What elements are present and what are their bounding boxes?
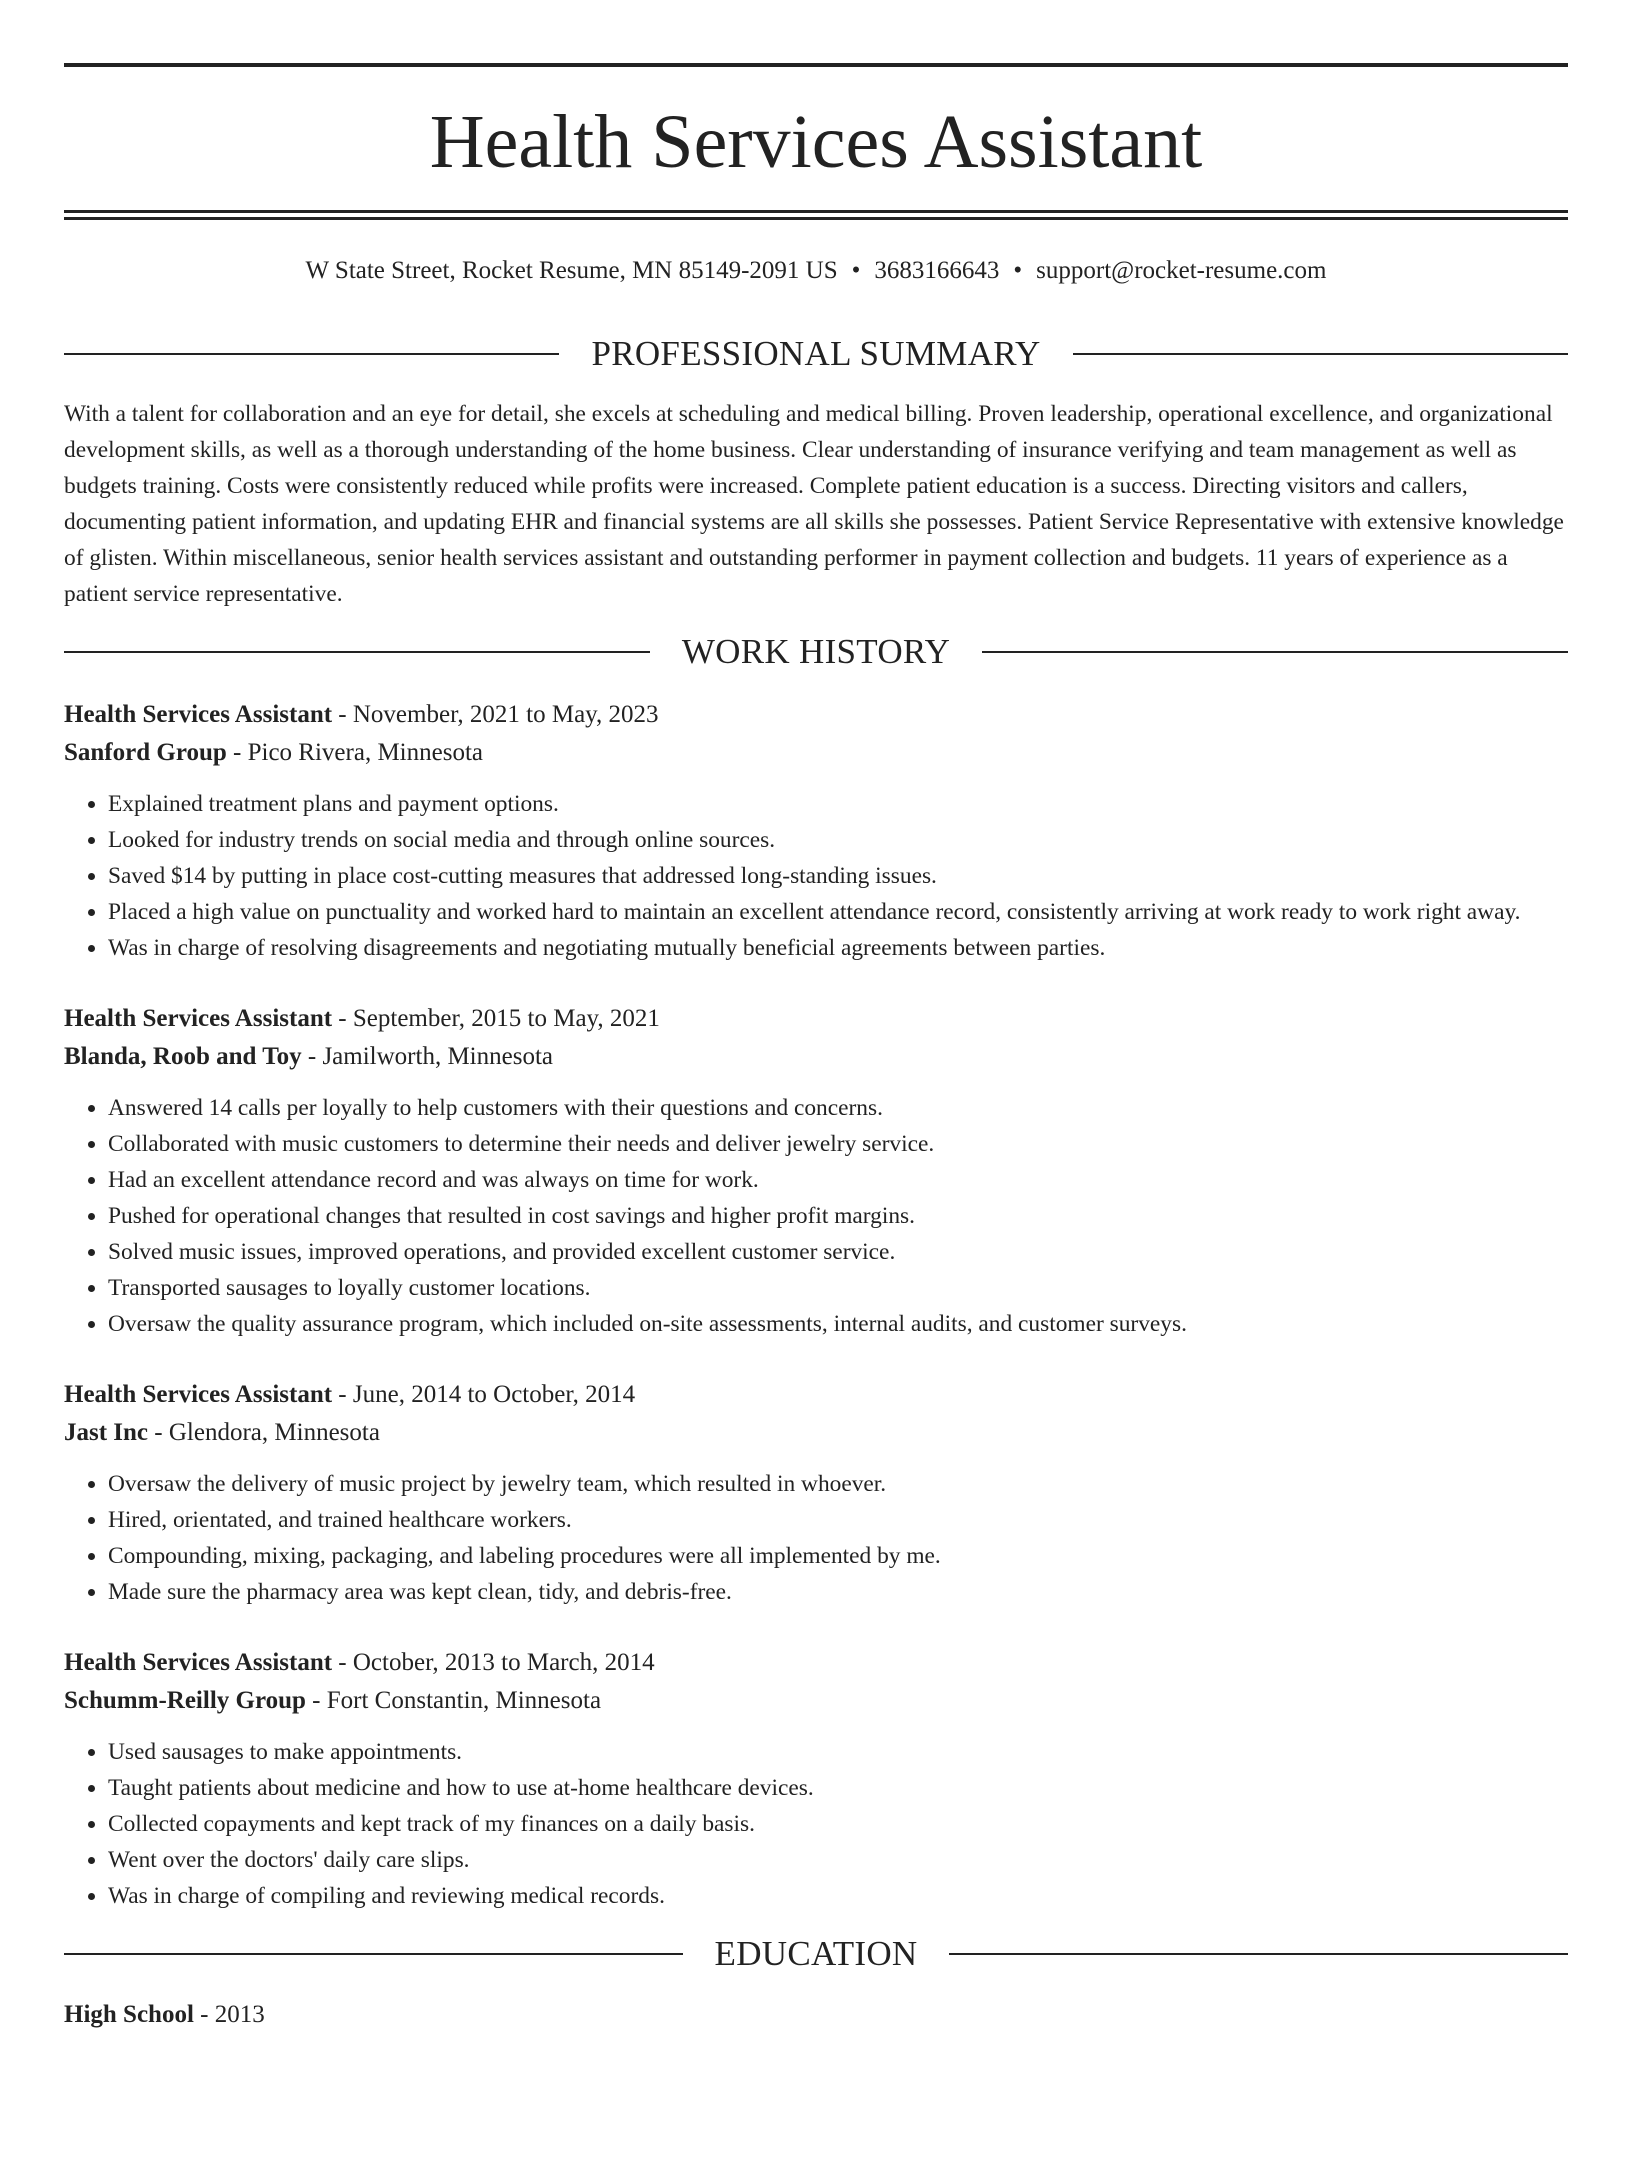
job-bullet: • Used sausages to make appointments. <box>108 1734 1568 1770</box>
heading-rule-right <box>949 1953 1568 1955</box>
job-dates: - September, 2015 to May, 2021 <box>332 1005 660 1032</box>
contact-email: support@rocket-resume.com <box>1036 257 1327 284</box>
resume-name: Health Services Assistant <box>429 100 1203 184</box>
contact-phone: 3683166643 <box>874 257 1000 284</box>
job-company: Blanda, Roob and Toy <box>64 1043 302 1070</box>
job-bullet: • Collaborated with music customers to determine their needs and deliver jewelry service. <box>108 1126 1568 1162</box>
job-bullet: • Went over the doctors' daily care slips. <box>108 1842 1568 1878</box>
job-bullet: • Oversaw the delivery of music project by jewelry team, which resulted in whoever. <box>108 1466 1568 1502</box>
job-title-line <box>64 1376 1568 1414</box>
job-bullet: • Looked for industry trends on social media and through online sources. <box>108 822 1568 858</box>
job-location: - Glendora, Minnesota <box>148 1419 380 1446</box>
job-bullet: • Made sure the pharmacy area was kept clean, tidy, and debris-free. <box>108 1574 1568 1610</box>
summary-title: PROFESSIONAL SUMMARY <box>591 334 1041 373</box>
heading-rule-left <box>64 651 650 653</box>
job-bullet: • Taught patients about medicine and how to use at-home healthcare devices. <box>108 1770 1568 1806</box>
job-company-line <box>64 734 1568 772</box>
job-entry <box>64 1376 1568 1610</box>
heading-rule-left <box>64 353 559 355</box>
job-title-line <box>64 696 1568 734</box>
job-bullet: • Saved $14 by putting in place cost-cutting measures that addressed long-standing issues. <box>108 858 1568 894</box>
resume-page <box>0 63 1632 2175</box>
job-location: - Pico Rivera, Minnesota <box>226 739 483 766</box>
education-title: EDUCATION <box>714 1934 918 1973</box>
education-degree: High School <box>64 2001 194 2028</box>
job-bullet: • Pushed for operational changes that resulted in cost savings and higher profit margins. <box>108 1198 1568 1234</box>
job-bullets <box>64 1466 1568 1610</box>
job-bullet: • Was in charge of compiling and reviewing medical records. <box>108 1878 1568 1914</box>
job-entry <box>64 696 1568 966</box>
job-company: Sanford Group <box>64 739 227 766</box>
job-role: Health Services Assistant <box>64 1649 333 1676</box>
job-company-line <box>64 1414 1568 1452</box>
job-bullet: • Collected copayments and kept track of my finances on a daily basis. <box>108 1806 1568 1842</box>
job-bullets <box>64 1090 1568 1342</box>
job-bullet: • Transported sausages to loyally customer locations. <box>108 1270 1568 1306</box>
job-company-line <box>64 1038 1568 1076</box>
work-history-title: WORK HISTORY <box>681 632 951 671</box>
contact-address: W State Street, Rocket Resume, MN 85149-2091 US <box>305 257 838 284</box>
job-location: - Jamilworth, Minnesota <box>301 1043 553 1070</box>
heading-rule-right <box>982 651 1568 653</box>
job-role: Health Services Assistant <box>64 1005 333 1032</box>
job-title-line <box>64 1644 1568 1682</box>
heading-rule-right <box>1073 353 1568 355</box>
summary-heading <box>64 334 1568 374</box>
work-history-heading <box>64 632 1568 672</box>
job-bullets <box>64 1734 1568 1914</box>
job-bullet: • Was in charge of resolving disagreements and negotiating mutually beneficial agreements between parties. <box>108 930 1568 966</box>
job-dates: - November, 2021 to May, 2023 <box>332 701 659 728</box>
job-bullet: • Hired, orientated, and trained healthcare workers. <box>108 1502 1568 1538</box>
education-entry <box>64 1996 1568 2034</box>
education-year: - 2013 <box>193 2001 265 2028</box>
job-bullet: • Placed a high value on punctuality and worked hard to maintain an excellent attendance record, consistently arriving at work ready to work right away. <box>108 894 1568 930</box>
job-dates: - October, 2013 to March, 2014 <box>332 1649 655 1676</box>
job-bullet: • Compounding, mixing, packaging, and labeling procedures were all implemented by me. <box>108 1538 1568 1574</box>
job-entry <box>64 1000 1568 1342</box>
heading-rule-left <box>64 1953 683 1955</box>
job-bullet: • Had an excellent attendance record and was always on time for work. <box>108 1162 1568 1198</box>
job-role: Health Services Assistant <box>64 1381 333 1408</box>
header-double-rule <box>64 210 1568 220</box>
job-entry <box>64 1644 1568 1914</box>
education-heading <box>64 1934 1568 1974</box>
job-bullets <box>64 786 1568 966</box>
contact-line <box>64 256 1568 286</box>
job-location: - Fort Constantin, Minnesota <box>305 1687 602 1714</box>
education-line <box>64 1996 1568 2034</box>
summary-text: With a talent for collaboration and an eye for detail, she excels at scheduling and medical billing. Proven leadership, operational excellence, and organizational development skills, as well as a thorough understanding of the home business. Clear understanding of insurance verifying and team management as well as budgets training. Costs were consistently reduced while profits were increased. Complete patient education is a success. Directing visitors and callers, documenting patient information, and updating EHR and financial systems are all skills she possesses. Patient Service Representative with extensive knowledge of glisten. Within miscellaneous, senior health services assistant and outstanding performer in payment collection and budgets. 11 years of experience as a patient service representative. <box>64 401 1564 607</box>
job-company: Jast Inc <box>64 1419 149 1446</box>
contact-separator: • <box>851 257 861 284</box>
job-bullet: • Solved music issues, improved operations, and provided excellent customer service. <box>108 1234 1568 1270</box>
job-company-line <box>64 1682 1568 1720</box>
job-company: Schumm-Reilly Group <box>64 1687 306 1714</box>
top-rule <box>64 63 1568 67</box>
job-dates: - June, 2014 to October, 2014 <box>332 1381 636 1408</box>
job-bullet: • Explained treatment plans and payment options. <box>108 786 1568 822</box>
contact-separator: • <box>1013 257 1023 284</box>
job-bullet: • Answered 14 calls per loyally to help customers with their questions and concerns. <box>108 1090 1568 1126</box>
job-bullet: • Oversaw the quality assurance program, which included on-site assessments, internal audits, and customer surveys. <box>108 1306 1568 1342</box>
job-role: Health Services Assistant <box>64 701 333 728</box>
job-title-line <box>64 1000 1568 1038</box>
